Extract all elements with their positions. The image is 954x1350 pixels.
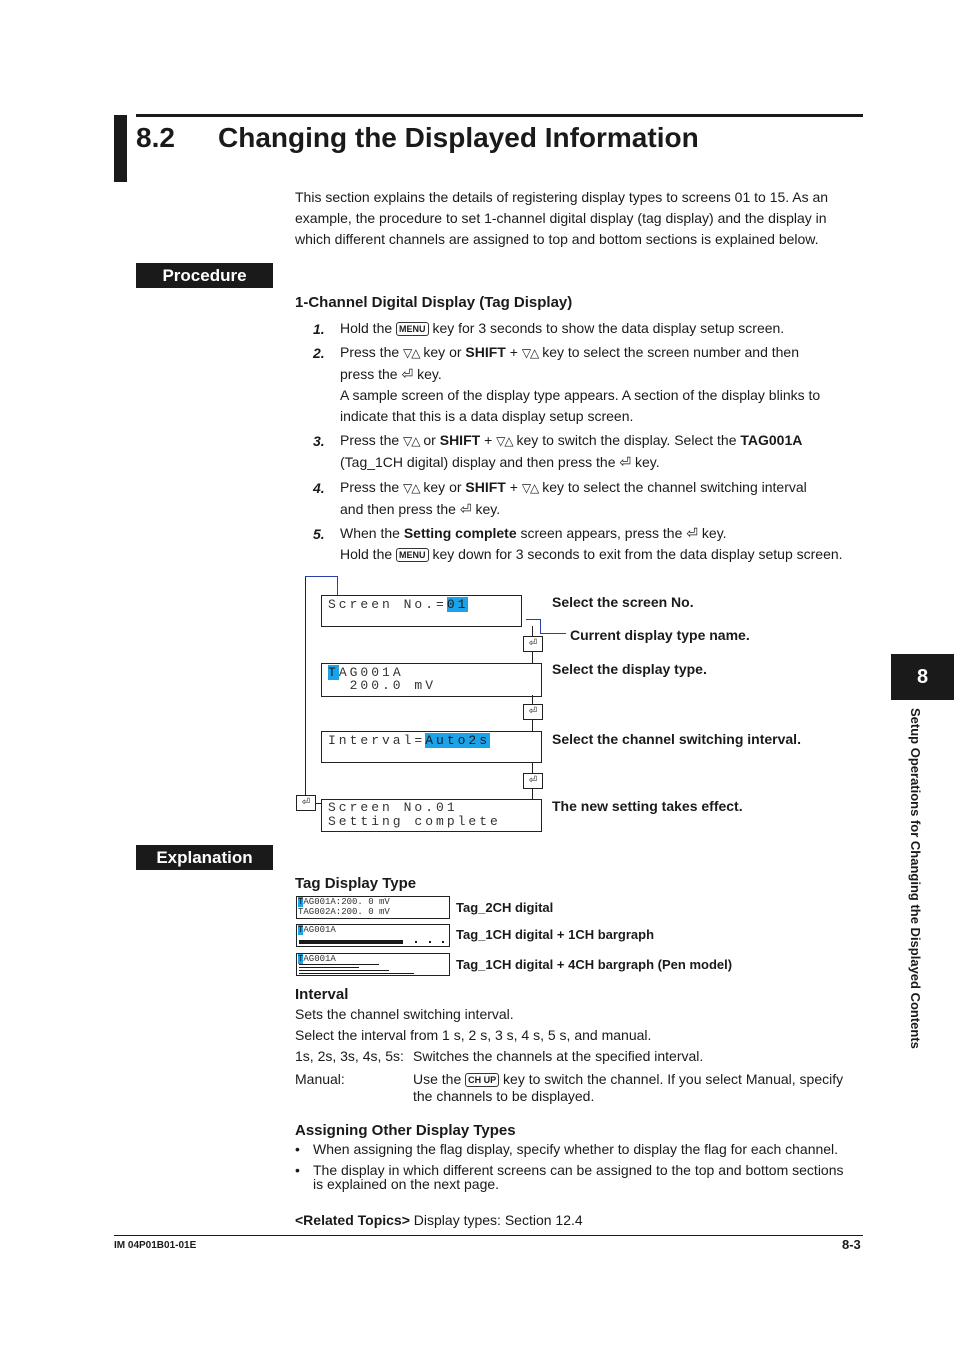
explanation-label: Explanation <box>136 845 273 870</box>
lcd-text: Screen No.01 <box>328 800 458 815</box>
step-4 <box>340 477 860 520</box>
bargraph <box>299 964 379 965</box>
step-text: key to select the screen number and then <box>542 344 800 360</box>
tag-display-heading: Tag Display Type <box>295 875 417 892</box>
shift-key-text: SHIFT <box>439 432 481 448</box>
title-rule <box>136 114 863 117</box>
interval-heading: Interval <box>295 986 349 1003</box>
enter-key-icon: ⏎ <box>523 773 543 789</box>
enter-key-icon: ⏎ <box>459 501 472 517</box>
flow-line <box>532 651 533 663</box>
setting-complete-text: Setting complete <box>403 525 517 541</box>
step-text: key to select the channel switching interval <box>542 479 807 495</box>
step-text: key or <box>423 479 462 495</box>
interval-desc-text: Use the <box>413 1071 462 1087</box>
step-text: key or <box>423 344 462 360</box>
flow-line <box>532 626 533 636</box>
return-line-top <box>305 576 338 577</box>
up-down-arrow-icon: ▽△ <box>496 434 513 448</box>
bullet-text-line: is explained on the next page. <box>313 1176 500 1192</box>
step-text: (Tag_1CH digital) display and then press the <box>340 454 616 470</box>
step-3 <box>340 430 860 473</box>
lcd-text: AG001A:200. 0 mV <box>303 897 390 907</box>
lcd-text: AG001A <box>303 925 336 935</box>
return-line-left <box>305 577 306 795</box>
related-topics-link[interactable]: Display types: Section 12.4 <box>413 1212 583 1228</box>
section-number: 8.2 <box>136 122 175 153</box>
chapter-title-vertical: Setup Operations for Changing the Displayed Contents <box>908 708 923 1049</box>
enter-key-icon: ⏎ <box>296 795 316 811</box>
footer-rule <box>114 1235 863 1236</box>
step-text: A sample screen of the display type appears. A section of the display blinks to <box>340 387 821 403</box>
step-text: Hold the <box>340 546 393 562</box>
up-down-arrow-icon: ▽△ <box>403 346 420 360</box>
pointer-line <box>540 619 541 633</box>
scale-dot <box>415 941 417 943</box>
interval-desc-text: the channels to be displayed. <box>413 1088 595 1104</box>
procedure-subheading: 1-Channel Digital Display (Tag Display) <box>295 294 573 311</box>
step-text: indicate that this is a data display setup screen. <box>340 408 634 424</box>
chapter-tab[interactable]: 8 <box>891 654 954 700</box>
interval-desc: Switches the channels at the specified interval. <box>413 1048 704 1064</box>
lcd-text: Setting complete <box>328 814 501 829</box>
plus-sign: + <box>509 344 518 360</box>
tag-type-label: Tag_1CH digital + 4CH bargraph (Pen model) <box>456 957 733 972</box>
bullet-marker: • <box>295 1162 300 1178</box>
bargraph <box>299 973 414 974</box>
flow-line <box>532 763 533 773</box>
step-text: Press the <box>340 432 400 448</box>
plus-sign: + <box>484 432 493 448</box>
step-text: Press the <box>340 479 400 495</box>
step-5 <box>340 523 870 565</box>
section-title: Changing the Displayed Information <box>218 122 699 153</box>
bullet-text <box>313 1160 873 1195</box>
tag-type-label: Tag_2CH digital <box>456 900 554 915</box>
menu-key-icon: MENU <box>396 322 429 336</box>
step-text: press the <box>340 366 398 382</box>
shift-key-text: SHIFT <box>465 344 506 360</box>
lcd-highlight: T <box>298 925 304 935</box>
lcd-highlight: 01 <box>446 597 469 612</box>
step-text: key for 3 seconds to show the data display setup screen. <box>432 320 785 336</box>
diagram-label: Current display type name. <box>570 627 750 643</box>
step-text: key down for 3 seconds to exit from the data display setup screen. <box>432 546 843 562</box>
enter-key-icon: ⏎ <box>686 525 699 541</box>
title-bar-marker <box>114 115 127 182</box>
lcd-text: Screen No.= <box>328 597 447 612</box>
step-text: key. <box>417 366 442 382</box>
lcd-setting-complete <box>321 799 542 832</box>
lcd-display-type <box>321 663 542 697</box>
step-text: key. <box>635 454 660 470</box>
step-number: 3. <box>313 433 325 449</box>
step-text: key. <box>475 501 501 517</box>
lcd-text: AG001A <box>303 954 336 964</box>
related-topics-label: <Related Topics> <box>295 1212 410 1228</box>
scale-dot <box>442 941 444 943</box>
up-down-arrow-icon: ▽△ <box>403 481 420 495</box>
ch-up-key-icon: CH UP <box>465 1073 499 1087</box>
pointer-line <box>526 619 540 620</box>
plus-sign: + <box>509 479 518 495</box>
tag-type-label: Tag_1CH digital + 1CH bargraph <box>456 927 655 942</box>
bullet-text: When assigning the flag display, specify whether to display the flag for each channel. <box>313 1141 839 1157</box>
enter-key-icon: ⏎ <box>523 636 543 652</box>
enter-key-icon: ⏎ <box>619 454 632 470</box>
interval-desc <box>413 1069 863 1107</box>
interval-text: Select the interval from 1 s, 2 s, 3 s, 4 s, 5 s, and manual. <box>295 1027 652 1043</box>
diagram-label: The new setting takes effect. <box>552 798 743 814</box>
step-number: 2. <box>313 345 325 361</box>
step-number: 1. <box>313 321 325 337</box>
up-down-arrow-icon: ▽△ <box>403 434 420 448</box>
enter-key-icon: ⏎ <box>401 366 414 382</box>
step-text: screen appears, press the <box>520 525 683 541</box>
menu-key-icon: MENU <box>396 548 429 562</box>
lcd-highlight: T <box>298 954 304 964</box>
step-2 <box>340 342 860 427</box>
lcd-text: AG001A <box>338 665 404 680</box>
flow-line <box>532 788 533 799</box>
mini-display-tag2ch <box>296 896 450 919</box>
diagram-label: Select the screen No. <box>552 594 694 610</box>
lcd-highlight: T <box>328 665 339 680</box>
scale-dot <box>429 941 431 943</box>
diagram-label: Select the display type. <box>552 661 707 677</box>
return-arrow-down <box>337 576 338 596</box>
step-text: Press the <box>340 344 400 360</box>
step-1 <box>340 318 860 339</box>
up-down-arrow-icon: ▽△ <box>521 346 539 360</box>
procedure-label: Procedure <box>136 263 273 288</box>
flow-line <box>532 695 533 704</box>
lcd-text: TAG002A:200. 0 mV <box>298 907 390 917</box>
step-text: or <box>423 432 436 448</box>
step-text: Hold the <box>340 320 393 336</box>
bargraph <box>299 940 403 944</box>
interval-text: Sets the channel switching interval. <box>295 1006 514 1022</box>
step-number: 5. <box>313 526 325 542</box>
interval-desc-text: key to switch the channel. If you select Manual, specify <box>503 1071 844 1087</box>
step-text: and then press the <box>340 501 456 517</box>
related-topics <box>295 1210 583 1231</box>
flow-line <box>532 719 533 731</box>
bullet-marker: • <box>295 1141 300 1157</box>
document-id: IM 04P01B01-01E <box>114 1240 197 1251</box>
tag-name-text: TAG001A <box>740 432 803 448</box>
assign-heading: Assigning Other Display Types <box>295 1122 516 1139</box>
step-text: key. <box>701 525 727 541</box>
lcd-text: Interval= <box>328 733 426 748</box>
step-text: key to switch the display. Select the <box>516 432 737 448</box>
step-number: 4. <box>313 480 325 496</box>
page-number: 8-3 <box>842 1237 861 1252</box>
pointer-line <box>540 633 566 634</box>
lcd-interval <box>321 731 542 763</box>
lcd-text: 200.0 mV <box>328 678 437 693</box>
interval-term: 1s, 2s, 3s, 4s, 5s: <box>295 1048 404 1064</box>
diagram-label: Select the channel switching interval. <box>552 731 801 747</box>
lcd-highlight: T <box>298 897 304 907</box>
lcd-screen-number <box>321 595 522 627</box>
step-text: When the <box>340 525 400 541</box>
bullet-text-line: The display in which different screens can be assigned to the top and bottom sections <box>313 1162 844 1178</box>
up-down-arrow-icon: ▽△ <box>521 481 539 495</box>
enter-key-icon: ⏎ <box>523 704 543 720</box>
lcd-highlight: Auto2s <box>425 733 491 748</box>
intro-paragraph: This section explains the details of registering display types to screens 01 to 15. As an example, the procedure to set 1-channel digital display (tag display) and the display in which different channels are assigned to top and bottom sections is explained below. <box>295 189 829 247</box>
bargraph <box>299 970 389 971</box>
interval-term: Manual: <box>295 1071 345 1087</box>
shift-key-text: SHIFT <box>465 479 506 495</box>
bargraph <box>299 967 359 968</box>
